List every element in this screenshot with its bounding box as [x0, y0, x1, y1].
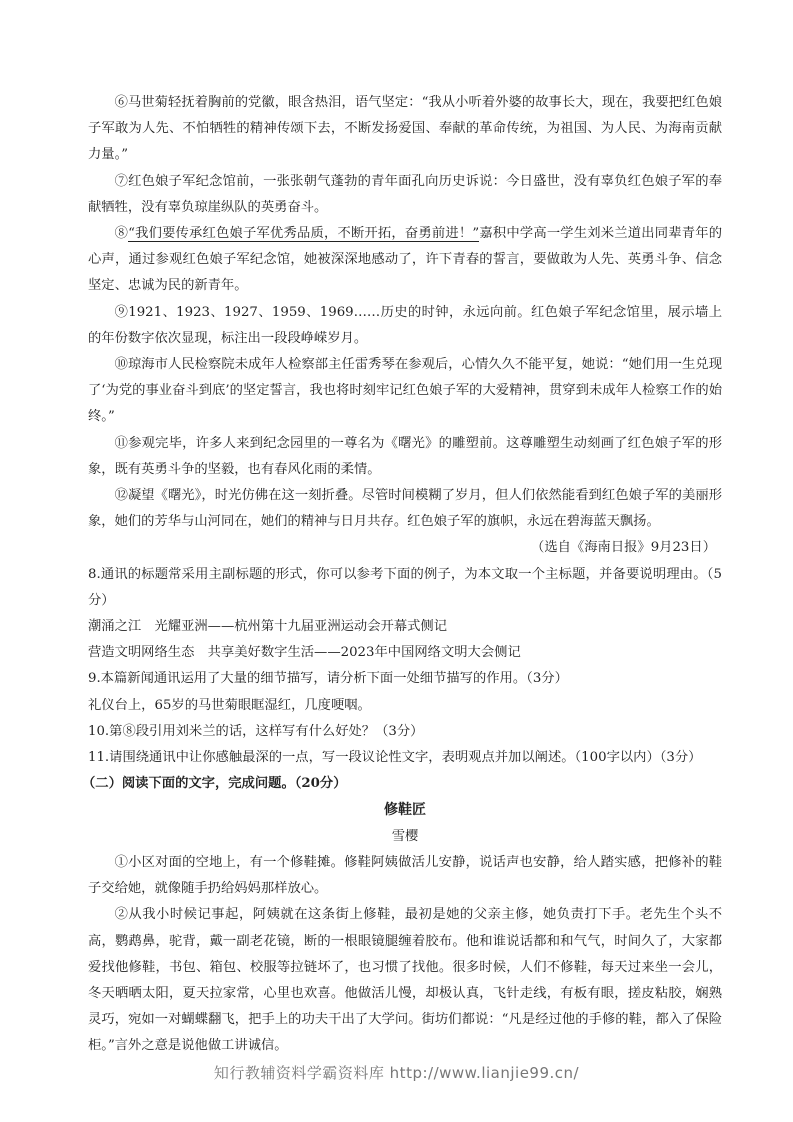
article-paragraph-2: ②从我小时候记事起，阿姨就在这条街上修鞋，最初是她的父亲主修，她负责打下手。老先生个头不高，鹦鹉鼻，驼背，戴一副老花镜，断的一根眼镜腿缠着胶布。他和谁说话都和和气气，时间久了，大家都爱找他修鞋，书包、箱包、校服等拉链坏了，也习惯了找他。很多时候，人们不修鞋，每天过来坐一会儿，冬天晒晒太阳，夏天拉家常，心里也欢喜。他做活儿慢，却极认真，飞针走线，有板有眼，搓皮粘胶，娴熟灵巧，宛如一对蝴蝶翻飞，把手上的功夫干出了大学问。街坊们都说：“凡是经过他的手修的鞋，都入了保险柜。”言外之意是说他做工讲诚信。 — [88, 907, 722, 1054]
question-8: 8.通讯的标题常采用主副标题的形式，你可以参考下面的例子，为本文取一个主标题，并备要说明理由。（5分） — [88, 566, 722, 608]
question-8-example-2: 营造文明网络生态 共享美好数字生活——2023年中国网络文明大会侧记 — [88, 645, 521, 661]
question-9: 9.本篇新闻通讯运用了大量的细节描写，请分析下面一处细节描写的作用。（3分） — [88, 671, 568, 687]
source-citation: （选自《海南日报》9月23日） — [531, 540, 716, 556]
paragraph-6: ⑥马世菊轻抚着胸前的党徽，眼含热泪，语气坚定：“我从小听着外婆的故事长大，现在，我要把红色娘子军敢为人先、不怕牺牲的精神传颂下去，不断发扬爱国、奉献的革命传统，为祖国、为人民、为海南贡献力量。” — [88, 95, 722, 163]
article-paragraph-1: ①小区对面的空地上，有一个修鞋摊。修鞋阿姨做活儿安静，说话声也安静，给人踏实感，把修补的鞋子交给她，就像随手扔给妈妈那样放心。 — [88, 854, 722, 897]
paragraph-10: ⑩琼海市人民检察院未成年人检察部主任雷秀琴在参观后，心情久久不能平复，她说：“她们用一生兑现了‘为党的事业奋斗到底’的坚定誓言，我也将时刻牢记红色娘子军的大爱精神，贯穿到未成年人检察工作的始终。” — [88, 357, 722, 425]
question-10: 10.第⑧段引用刘米兰的话，这样写有什么好处？（3分） — [88, 723, 424, 739]
question-9-quote: 礼仪台上，65岁的马世菊眼眶湿红，几度哽咽。 — [88, 697, 371, 713]
article-title: 修鞋匠 — [384, 802, 426, 819]
paragraph-8 — [88, 221, 722, 300]
underlined-quote: “我们要传承红色娘子军优秀品质，不断开拓，奋勇前进！” — [128, 226, 480, 242]
question-11: 11.请围绕通讯中让你感触最深的一点，写一段议论性文字，表明观点并加以阐述。（100字以内）（3分） — [88, 750, 702, 766]
paragraph-11: ⑪参观完毕，许多人来到纪念园里的一尊名为《曙光》的雕塑前。这尊雕塑生动刻画了红色娘子军的形象，既有英勇斗争的坚毅，也有春风化雨的柔情。 — [88, 435, 722, 477]
paragraph-12: ⑫凝望《曙光》，时光仿佛在这一刻折叠。尽管时间模糊了岁月，但人们依然能看到红色娘子军的美丽形象，她们的芳华与山河同在，她们的精神与日月共存。红色娘子军的旗帜，永远在碧海蓝天飘扬。 — [88, 488, 722, 530]
article-author: 雪樱 — [391, 828, 419, 844]
paragraph-8-number: ⑧ — [114, 226, 129, 242]
question-8-example-1: 潮涌之江 光耀亚洲——杭州第十九届亚洲运动会开幕式侧记 — [88, 619, 448, 635]
document-body — [82, 90, 723, 1060]
paragraph-9: ⑨1921、1923、1927、1959、1969……历史的时钟，永远向前。红色娘子军纪念馆里，展示墙上的年份数字依次显现，标注出一段段峥嵘岁月。 — [88, 304, 722, 346]
paragraph-8-text: 嘉积中学高一学生刘米兰道出同辈青年的心声，通过参观红色娘子军纪念馆，她被深深地感动了，许下青春的誓言，要做敢为人先、英勇斗争、信念坚定、忠诚为民的新青年。 — [88, 226, 723, 294]
footer-watermark: 知行教辅资料学霸资料库 http://www.lianjie99.cn/ — [213, 1064, 580, 1082]
paragraph-7: ⑦红色娘子军纪念馆前，一张张朝气蓬勃的青年面孔向历史诉说：今日盛世，没有辜负红色娘子军的奉献牺牲，没有辜负琼崖纵队的英勇奋斗。 — [88, 173, 722, 215]
section-2-heading: （二）阅读下面的文字，完成问题。（20分） — [82, 776, 347, 792]
